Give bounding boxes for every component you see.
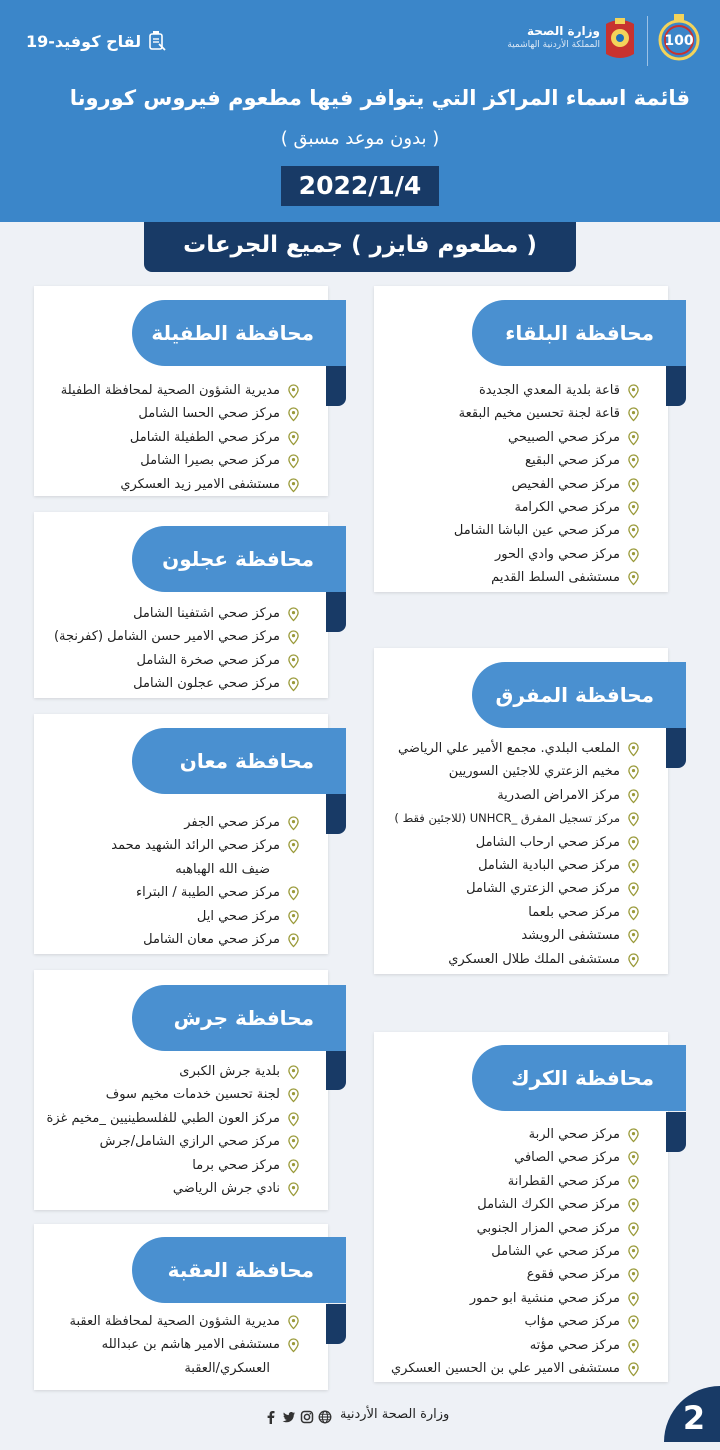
jordan-emblem-icon: [600, 14, 640, 64]
page-title: قائمة اسماء المراكز التي يتوافر فيها مطعوم فيروس كورونا: [69, 86, 690, 110]
centers-list-tafilah: [2, 379, 302, 496]
location-pin-icon: [287, 1088, 300, 1103]
list-item: مركز صحي الطفيلة الشامل: [2, 426, 302, 449]
list-item: مركز الامراض الصدرية: [322, 784, 642, 807]
list-item: مديرية الشؤون الصحية لمحافظة العقبة: [2, 1310, 302, 1333]
list-item: مركز صحي برما: [2, 1154, 302, 1177]
vaccine-type-banner: ( مطعوم فايزر ) جميع الجرعات: [144, 222, 576, 272]
location-pin-icon: [627, 454, 640, 469]
header-divider: [647, 16, 648, 66]
location-pin-icon: [287, 1112, 300, 1127]
centers-list-aqaba: [2, 1310, 302, 1380]
location-pin-icon: [287, 478, 300, 493]
list-item: مستشفى الامير زيد العسكري: [2, 473, 302, 496]
location-pin-icon: [627, 765, 640, 780]
location-pin-icon: [287, 654, 300, 669]
list-item: مستشفى السلط القديم: [342, 566, 642, 589]
list-item: مركز صحي معان الشامل: [2, 928, 302, 951]
list-item: مركز صحي الكرامة: [342, 496, 642, 519]
list-item: مستشفى الرويشد: [322, 924, 642, 947]
list-item: مركز صحي عين الباشا الشامل: [342, 519, 642, 542]
list-item: مركز صحي الرازي الشامل/جرش: [2, 1130, 302, 1153]
ministry-name: وزارة الصحة: [526, 24, 600, 38]
list-item: مستشفى الامير هاشم بن عبدالله: [2, 1333, 302, 1356]
list-item: مديرية الشؤون الصحية لمحافظة الطفيلة: [2, 379, 302, 402]
list-item: مركز صحي البادية الشامل: [322, 854, 642, 877]
location-pin-icon: [287, 1159, 300, 1174]
location-pin-icon: [627, 836, 640, 851]
governorate-title: محافظة العقبة: [132, 1237, 346, 1303]
page-number: 2: [664, 1386, 720, 1442]
location-pin-icon: [627, 1222, 640, 1237]
list-item: الملعب البلدي. مجمع الأمير علي الرياضي: [322, 737, 642, 760]
location-pin-icon: [627, 1339, 640, 1354]
list-item: ضيف الله الهباهبه: [175, 861, 270, 877]
list-item: مركز صحي الرائد الشهيد محمد: [2, 834, 302, 857]
centers-list-karak: [322, 1123, 642, 1380]
centers-list-ajloun: [2, 602, 302, 696]
footer-ministry: وزارة الصحة الأردنية: [340, 1407, 450, 1422]
location-pin-icon: [627, 1198, 640, 1213]
list-item: مركز صحي فقوع: [322, 1263, 642, 1286]
governorate-title: محافظة جرش: [132, 985, 346, 1051]
list-item: مركز صحي منشية ابو حمور: [322, 1287, 642, 1310]
list-item: مركز صحي البقيع: [342, 449, 642, 472]
location-pin-icon: [627, 1362, 640, 1377]
list-item: مركز تسجيل المفرق _UNHCR (للاجئين فقط ): [322, 807, 642, 830]
governorate-title: محافظة الكرك: [472, 1045, 686, 1111]
location-pin-icon: [627, 524, 640, 539]
location-pin-icon: [627, 548, 640, 563]
location-pin-icon: [287, 630, 300, 645]
list-item: مستشفى الامير علي بن الحسين العسكري: [322, 1357, 642, 1380]
list-item: مركز صحي وادي الحور: [342, 543, 642, 566]
list-item: مركز صحي الصافي: [322, 1146, 642, 1169]
location-pin-icon: [627, 501, 640, 516]
list-item: مركز صحي الصبيحي: [342, 426, 642, 449]
list-item: مركز صحي الطيبة / البتراء: [2, 881, 302, 904]
list-item: مركز صحي المزار الجنوبي: [322, 1217, 642, 1240]
list-item: قاعة لجنة تحسين مخيم البقعة: [342, 402, 642, 425]
location-pin-icon: [627, 1315, 640, 1330]
governorate-title: محافظة البلقاء: [472, 300, 686, 366]
location-pin-icon: [287, 886, 300, 901]
location-pin-icon: [287, 454, 300, 469]
governorate-title: محافظة معان: [132, 728, 346, 794]
centennial-100-logo-icon: [654, 12, 704, 68]
location-pin-icon: [627, 1128, 640, 1143]
location-pin-icon: [627, 1175, 640, 1190]
location-pin-icon: [627, 571, 640, 586]
location-pin-icon: [627, 882, 640, 897]
location-pin-icon: [627, 478, 640, 493]
location-pin-icon: [287, 1182, 300, 1197]
location-pin-icon: [287, 607, 300, 622]
location-pin-icon: [287, 407, 300, 422]
location-pin-icon: [627, 1151, 640, 1166]
tab-fold: [326, 366, 346, 406]
list-item: مركز صحي صخرة الشامل: [2, 649, 302, 672]
list-item: مركز صحي الفحيص: [342, 473, 642, 496]
centers-list-mafraq: [322, 737, 642, 971]
list-item: مركز صحي بلعما: [322, 901, 642, 924]
tab-fold: [666, 366, 686, 406]
globe-icon[interactable]: [318, 1410, 332, 1424]
list-item: مركز صحي الربة: [322, 1123, 642, 1146]
list-item: مركز صحي الحسا الشامل: [2, 402, 302, 425]
list-item: لجنة تحسين خدمات مخيم سوف: [2, 1083, 302, 1106]
governorate-title: محافظة عجلون: [132, 526, 346, 592]
location-pin-icon: [287, 1315, 300, 1330]
date-badge: 2022/1/4: [281, 166, 439, 206]
tab-fold: [666, 728, 686, 768]
location-pin-icon: [627, 384, 640, 399]
list-item: مركز صحي عجلون الشامل: [2, 672, 302, 695]
location-pin-icon: [287, 910, 300, 925]
location-pin-icon: [627, 742, 640, 757]
list-item: مركز صحي مؤته: [322, 1334, 642, 1357]
tab-fold: [326, 794, 346, 834]
list-item: مركز صحي الجفر: [2, 811, 302, 834]
list-item: مركز صحي بصيرا الشامل: [2, 449, 302, 472]
location-pin-icon: [287, 384, 300, 399]
instagram-icon[interactable]: [300, 1410, 314, 1424]
list-item: العسكري/العقبة: [184, 1360, 270, 1376]
tab-fold: [326, 1304, 346, 1344]
location-pin-icon: [287, 839, 300, 854]
location-pin-icon: [627, 929, 640, 944]
centers-list-balqa: [342, 379, 642, 590]
list-item: مركز صحي عي الشامل: [322, 1240, 642, 1263]
location-pin-icon: [627, 953, 640, 968]
ministry-block: [507, 24, 600, 50]
centers-list-jerash: [2, 1060, 302, 1200]
vaccine-label: [26, 30, 167, 52]
location-pin-icon: [627, 1268, 640, 1283]
location-pin-icon: [287, 933, 300, 948]
location-pin-icon: [287, 431, 300, 446]
governorate-title: محافظة الطفيلة: [132, 300, 346, 366]
location-pin-icon: [627, 407, 640, 422]
list-item: مركز صحي ارحاب الشامل: [322, 831, 642, 854]
location-pin-icon: [287, 1338, 300, 1353]
list-item: مركز صحي ايل: [2, 905, 302, 928]
vaccine-label-text: لقاح كوفيد-19: [26, 31, 142, 51]
list-item: قاعة بلدية المعدي الجديدة: [342, 379, 642, 402]
location-pin-icon: [627, 859, 640, 874]
location-pin-icon: [287, 1135, 300, 1150]
list-item: مركز صحي اشتفينا الشامل: [2, 602, 302, 625]
vaccine-syringe-icon: [147, 30, 167, 52]
list-item: مركز العون الطبي للفلسطينيين _مخيم غزة: [2, 1107, 302, 1130]
tab-fold: [326, 592, 346, 632]
centers-list-maan: [2, 811, 302, 951]
location-pin-icon: [627, 812, 640, 827]
location-pin-icon: [627, 789, 640, 804]
list-item: مركز صحي الزعتري الشامل: [322, 877, 642, 900]
list-item: نادي جرش الرياضي: [2, 1177, 302, 1200]
facebook-icon[interactable]: [264, 1410, 278, 1424]
list-item: مركز صحي القطرانة: [322, 1170, 642, 1193]
svg-text:100: 100: [664, 33, 694, 49]
list-item: مركز صحي الكرك الشامل: [322, 1193, 642, 1216]
twitter-icon[interactable]: [282, 1410, 296, 1424]
tab-fold: [666, 1112, 686, 1152]
social-icons: [264, 1410, 332, 1424]
list-item: بلدية جرش الكبرى: [2, 1060, 302, 1083]
location-pin-icon: [287, 816, 300, 831]
location-pin-icon: [287, 1065, 300, 1080]
list-item: مركز صحي مؤاب: [322, 1310, 642, 1333]
location-pin-icon: [627, 906, 640, 921]
location-pin-icon: [627, 1292, 640, 1307]
kingdom-name: المملكة الأردنية الهاشمية: [507, 40, 600, 50]
tab-fold: [326, 1050, 346, 1090]
page-subtitle: ( بدون موعد مسبق ): [280, 128, 440, 149]
list-item: مركز صحي الامير حسن الشامل (كفرنجة): [2, 625, 302, 648]
list-item: مخيم الزعتري للاجئين السوريين: [322, 760, 642, 783]
list-item: مستشفى الملك طلال العسكري: [322, 948, 642, 971]
governorate-title: محافظة المفرق: [472, 662, 686, 728]
location-pin-icon: [627, 1245, 640, 1260]
location-pin-icon: [627, 431, 640, 446]
location-pin-icon: [287, 677, 300, 692]
